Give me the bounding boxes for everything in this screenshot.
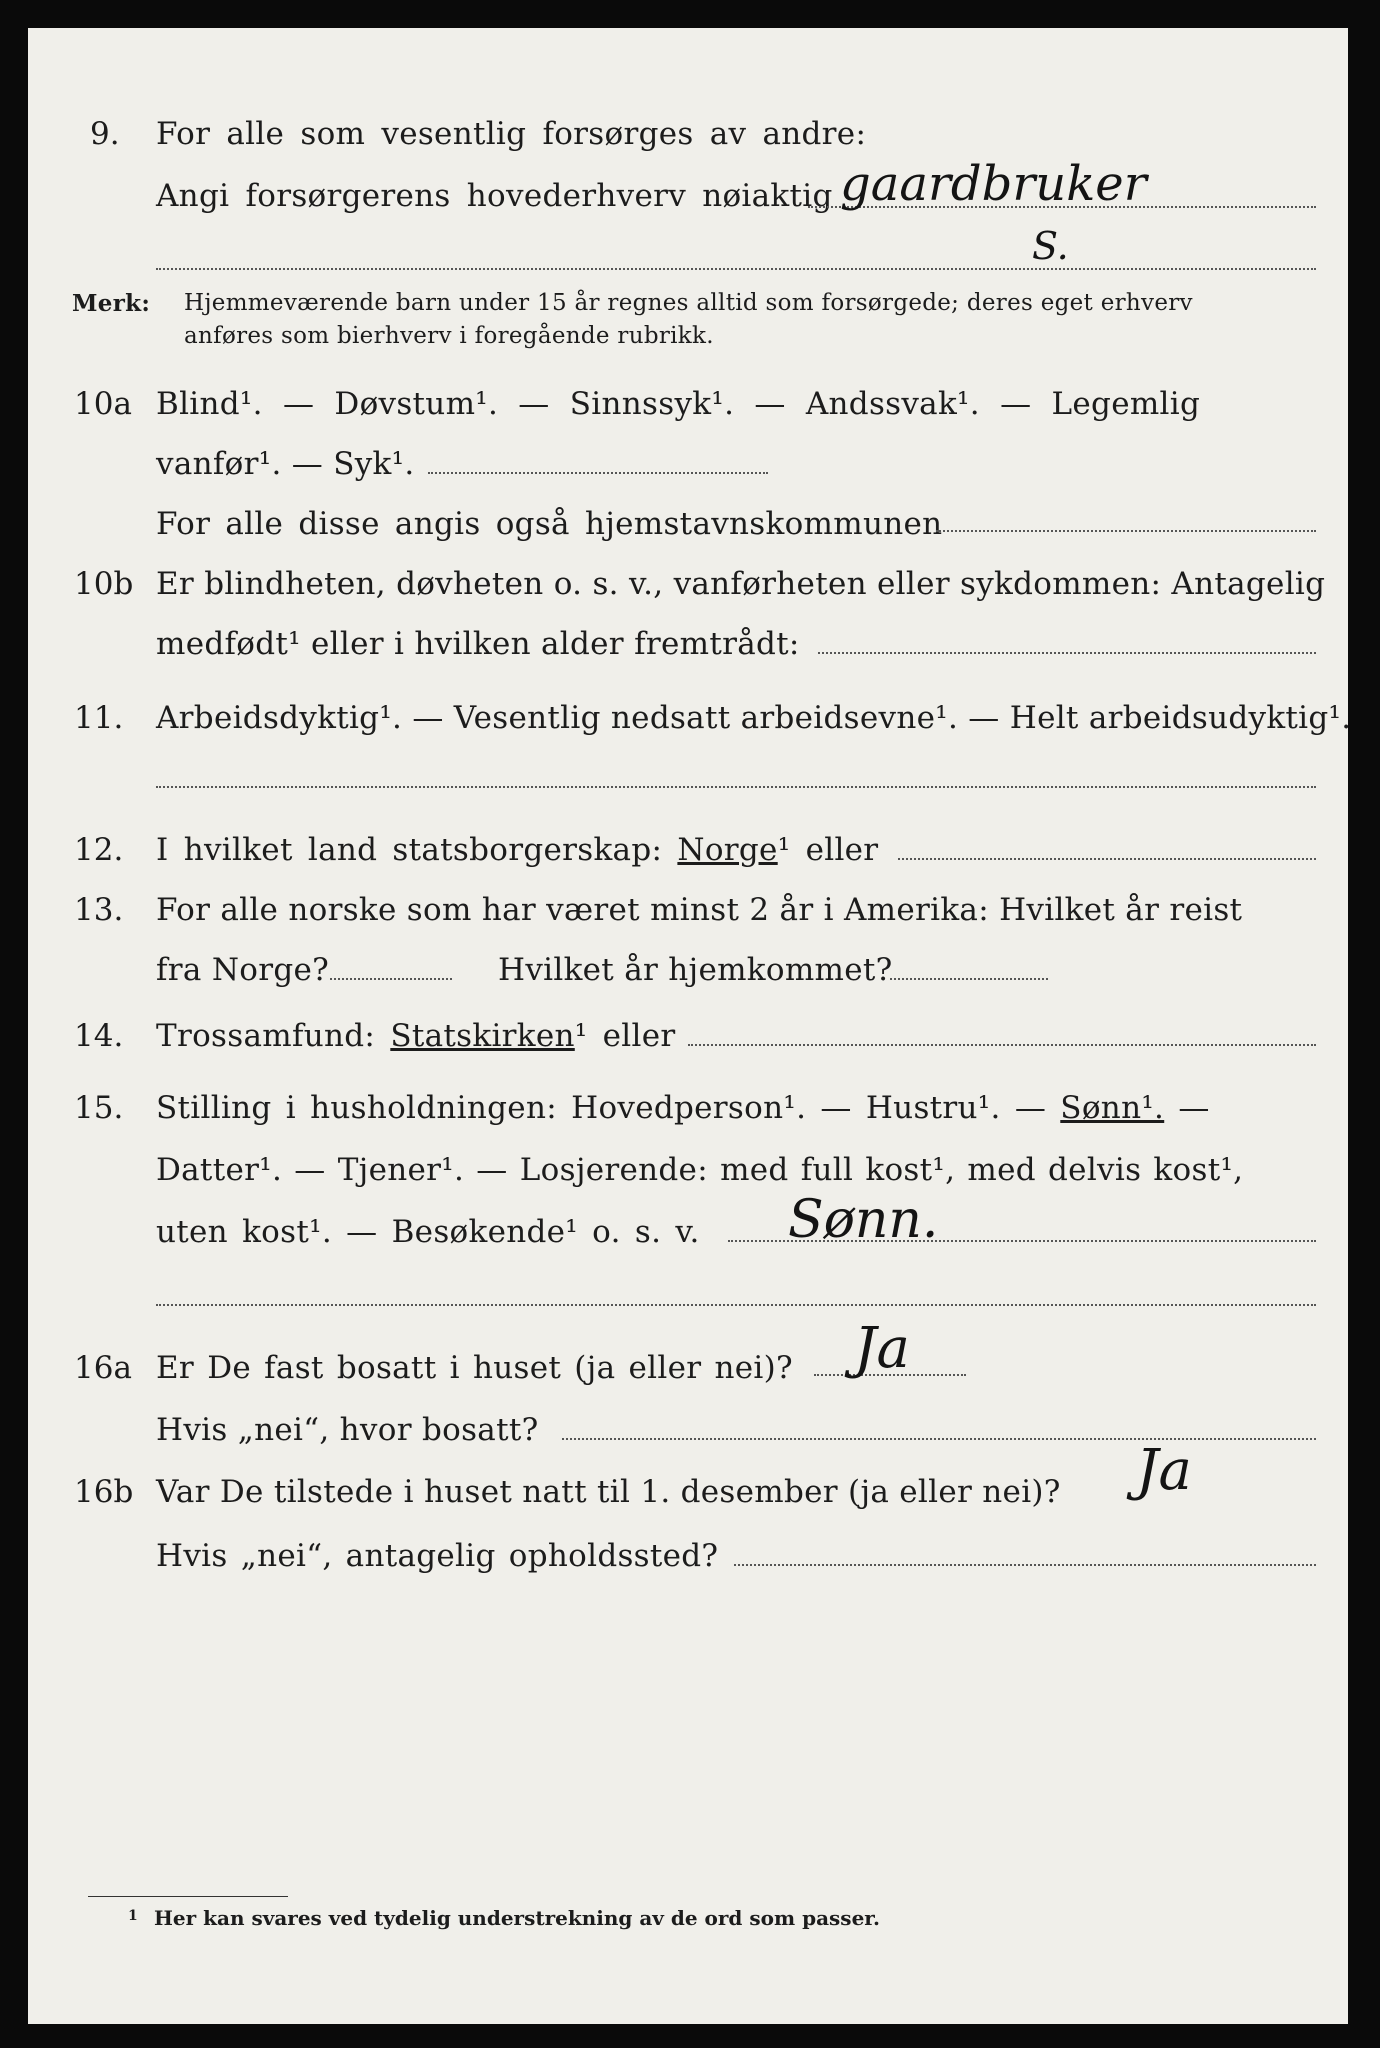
question-16a-line2: Hvis „nei“, hvor bosatt? bbox=[156, 1412, 539, 1448]
question-12-number: 12. bbox=[74, 832, 124, 868]
question-11-line1: Arbeidsdyktig¹. — Vesentlig nedsatt arbeidsevne¹. — Helt arbeidsudyktig¹. bbox=[156, 700, 1352, 736]
question-16b-handwritten-answer: Ja bbox=[1136, 1438, 1192, 1503]
question-10b-line1: Er blindheten, døvheten o. s. v., vanførheten eller sykdommen: Antagelig bbox=[156, 566, 1326, 602]
question-13-line2a: fra Norge? bbox=[156, 952, 330, 988]
footnote-rule bbox=[88, 1896, 288, 1897]
question-10b-answer-line bbox=[818, 652, 1316, 654]
question-16a-handwritten-answer: Ja bbox=[854, 1316, 910, 1381]
question-16b-line1: Var De tilstede i huset natt til 1. desember (ja eller nei)? bbox=[156, 1474, 1061, 1510]
question-13-line2b: Hvilket år hjemkommet? bbox=[498, 952, 893, 988]
question-14-prompt: Trossamfund: bbox=[156, 1018, 376, 1054]
question-12-text bbox=[156, 832, 878, 868]
question-9-second-line bbox=[156, 268, 1316, 270]
question-11-number: 11. bbox=[74, 700, 124, 736]
merk-label: Merk: bbox=[72, 290, 151, 317]
question-14-answer-line bbox=[688, 1044, 1316, 1046]
question-15-underlined-answer: Sønn¹. bbox=[1060, 1090, 1165, 1126]
footnote-mark: 1 bbox=[128, 1908, 138, 1924]
question-9-handwritten-answer: gaardbruker bbox=[840, 156, 1147, 212]
question-10a-answer-line bbox=[428, 472, 768, 474]
question-13-line1: For alle norske som har været minst 2 år i Amerika: Hvilket år reist bbox=[156, 892, 1243, 928]
question-15-line3: uten kost¹. — Besøkende¹ o. s. v. bbox=[156, 1214, 700, 1250]
question-10b-line2: medfødt¹ eller i hvilken alder fremtrådt: bbox=[156, 626, 800, 662]
question-16a-number: 16a bbox=[74, 1350, 132, 1386]
question-14-number: 14. bbox=[74, 1018, 124, 1054]
question-9-line1: For alle som vesentlig forsørges av andre: bbox=[156, 116, 867, 152]
question-15-line1-dash: — bbox=[1178, 1090, 1210, 1126]
question-15-second-line bbox=[156, 1304, 1316, 1306]
question-14-suffix: ¹ eller bbox=[574, 1018, 676, 1054]
question-13-hjemkommet-line bbox=[890, 978, 1048, 980]
question-16a-bosatt-line bbox=[562, 1438, 1316, 1440]
question-16b-line2: Hvis „nei“, antagelig opholdssted? bbox=[156, 1538, 719, 1574]
question-10a-line1: Blind¹. — Døvstum¹. — Sinnssyk¹. — Andssvak¹. — Legemlig bbox=[156, 386, 1201, 422]
question-14-text bbox=[156, 1018, 676, 1054]
footnote-text: Her kan svares ved tydelig understrekning av de ord som passer. bbox=[154, 1906, 880, 1930]
question-16a-line1: Er De fast bosatt i huset (ja eller nei)? bbox=[156, 1350, 793, 1386]
question-10a-number: 10a bbox=[74, 386, 132, 422]
question-13-reist-line bbox=[330, 978, 452, 980]
question-15-number: 15. bbox=[74, 1090, 124, 1126]
question-12-underlined-answer: Norge bbox=[677, 832, 778, 868]
question-9-line2: Angi forsørgerens hovederhverv nøiaktig bbox=[156, 178, 833, 214]
question-11-answer-line bbox=[156, 786, 1316, 788]
question-12-suffix: ¹ eller bbox=[777, 832, 879, 868]
question-14-underlined-answer: Statskirken bbox=[390, 1018, 575, 1054]
question-15-handwritten-answer: Sønn. bbox=[788, 1190, 939, 1250]
question-10b-number: 10b bbox=[74, 566, 134, 602]
question-15-line1-text: Stilling i husholdningen: Hovedperson¹. — Hustru¹. — bbox=[156, 1090, 1047, 1126]
question-10a-hjemstavn-line bbox=[936, 530, 1316, 532]
question-12-answer-line bbox=[898, 858, 1316, 860]
census-form-page bbox=[28, 28, 1352, 2024]
question-12-prompt: I hvilket land statsborgerskap: bbox=[156, 832, 663, 868]
merk-line1: Hjemmeværende barn under 15 år regnes alltid som forsørgede; deres eget erhverv bbox=[184, 290, 1193, 316]
question-15-line2: Datter¹. — Tjener¹. — Losjerende: med full kost¹, med delvis kost¹, bbox=[156, 1152, 1244, 1188]
question-10a-line2: vanfør¹. — Syk¹. bbox=[156, 446, 415, 482]
question-9-number: 9. bbox=[90, 116, 120, 152]
question-16b-number: 16b bbox=[74, 1474, 134, 1510]
question-16b-opholdssted-line bbox=[734, 1564, 1316, 1566]
question-9-handwritten-note: S. bbox=[1032, 224, 1069, 268]
question-10a-line3: For alle disse angis også hjemstavnskommunen bbox=[156, 506, 943, 542]
merk-line2: anføres som bierhverv i foregående rubrikk. bbox=[184, 323, 714, 349]
question-13-number: 13. bbox=[74, 892, 124, 928]
question-15-line1 bbox=[156, 1090, 1210, 1126]
